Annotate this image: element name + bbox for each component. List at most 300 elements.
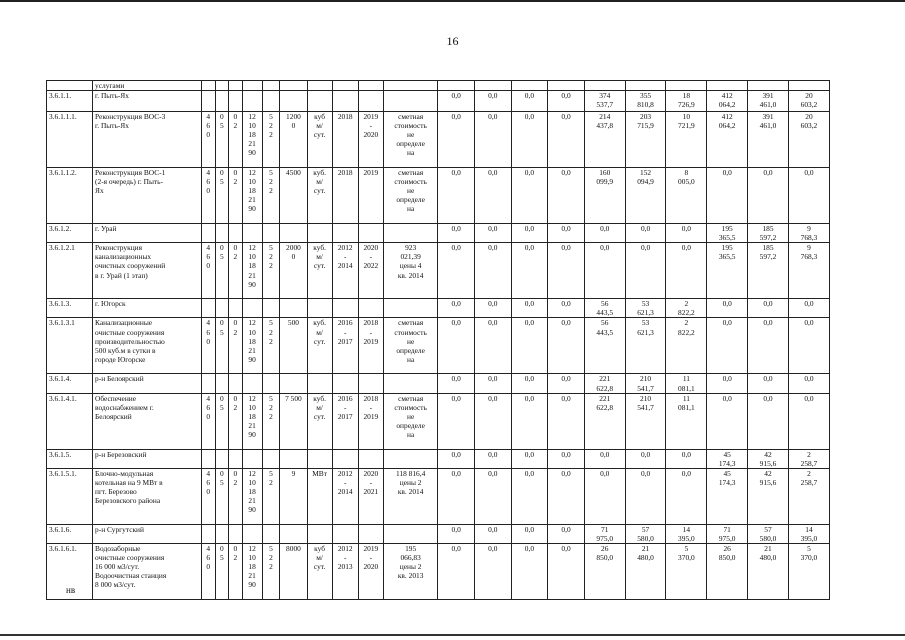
- table-cell: 0,0: [707, 168, 748, 224]
- table-cell: 0,0: [788, 374, 829, 393]
- table-cell: [548, 81, 585, 91]
- table-cell: 12 10 18 21 90: [242, 112, 262, 168]
- table-cell: 0 5: [215, 468, 229, 524]
- table-cell: [383, 91, 437, 112]
- table-cell: 8000: [280, 544, 307, 600]
- table-cell: 0,0: [625, 449, 666, 468]
- table-cell: [47, 81, 93, 91]
- table-cell: 0,0: [584, 468, 625, 524]
- table-cell: 4 6 0: [201, 318, 215, 374]
- table-cell: [280, 81, 307, 91]
- table-cell: [242, 299, 262, 318]
- table-cell: 0,0: [474, 112, 511, 168]
- table-cell: 71 975,0: [584, 524, 625, 543]
- table-cell: 20 603,2: [788, 91, 829, 112]
- table-cell: 0,0: [748, 393, 789, 449]
- table-cell: 0 2: [229, 168, 243, 224]
- table-cell: 0,0: [511, 374, 548, 393]
- table-cell: 0,0: [511, 318, 548, 374]
- table-cell: 374 537,7: [584, 91, 625, 112]
- table-cell: 0,0: [511, 168, 548, 224]
- table-cell: г. Урай: [93, 224, 202, 243]
- table-cell: [215, 524, 229, 543]
- table-cell: 0,0: [748, 168, 789, 224]
- table-cell: [262, 299, 280, 318]
- table-cell: 0,0: [438, 449, 475, 468]
- table-cell: 210 541,7: [625, 374, 666, 393]
- table-cell: 3.6.1.1.1.: [47, 112, 93, 168]
- table-cell: [666, 81, 707, 91]
- table-cell: куб м/ сут.: [307, 112, 332, 168]
- table-cell: 0,0: [548, 544, 585, 600]
- table-cell: [215, 449, 229, 468]
- table-cell: 0,0: [548, 524, 585, 543]
- table-cell: [584, 81, 625, 91]
- table-cell: 3.6.1.2.1: [47, 243, 93, 299]
- table-cell: услугами: [93, 81, 202, 91]
- table-cell: 5 2: [262, 468, 280, 524]
- page-number: 16: [446, 34, 459, 48]
- table-cell: [229, 449, 243, 468]
- table-cell: [215, 81, 229, 91]
- table-cell: Реконструкция ВОС-3 г. Пыть-Ях: [93, 112, 202, 168]
- table-cell: [307, 299, 332, 318]
- table-cell: 210 541,7: [625, 393, 666, 449]
- table-cell: 12 10 18 21 90: [242, 243, 262, 299]
- table-cell: 3.6.1.5.: [47, 449, 93, 468]
- table-cell: куб. м/ сут.: [307, 243, 332, 299]
- table-cell: 71 975,0: [707, 524, 748, 543]
- table-row: [47, 393, 830, 449]
- table-cell: [242, 374, 262, 393]
- table-cell: 21 480,0: [748, 544, 789, 600]
- table-cell: 3.6.1.6.: [47, 524, 93, 543]
- table-cell: 0,0: [474, 374, 511, 393]
- table-cell: 0,0: [548, 449, 585, 468]
- table-cell: 0,0: [666, 449, 707, 468]
- table-cell: [229, 374, 243, 393]
- table-cell: [358, 81, 383, 91]
- table-cell: 12 10 18 21 90: [242, 468, 262, 524]
- table-cell: 2012 - 2014: [332, 468, 358, 524]
- table-cell: 0,0: [548, 168, 585, 224]
- table-cell: 26 850,0: [584, 544, 625, 600]
- table-cell: 4500: [280, 168, 307, 224]
- table-cell: куб. м/ сут.: [307, 168, 332, 224]
- table-cell: [242, 81, 262, 91]
- table-cell: 0,0: [438, 468, 475, 524]
- table-cell: Реконструкция ВОС-1 (2-я очередь) г. Пыть- Ях: [93, 168, 202, 224]
- table-cell: [332, 524, 358, 543]
- table-cell: [229, 224, 243, 243]
- page-top-edge: [0, 0, 905, 2]
- table-cell: 0,0: [511, 91, 548, 112]
- table-cell: 1200 0: [280, 112, 307, 168]
- table-cell: МВт: [307, 468, 332, 524]
- table-cell: 2019 - 2020: [358, 544, 383, 600]
- table-cell: 42 915,6: [748, 449, 789, 468]
- table-cell: 0,0: [438, 318, 475, 374]
- table-cell: 20 603,2: [788, 112, 829, 168]
- table-cell: 0,0: [511, 243, 548, 299]
- table-cell: [242, 524, 262, 543]
- table-cell: 0 2: [229, 243, 243, 299]
- table-cell: 412 064,2: [707, 112, 748, 168]
- table-cell: 3.6.1.2.: [47, 224, 93, 243]
- table-cell: 203 715,9: [625, 112, 666, 168]
- table-cell: [307, 374, 332, 393]
- table-cell: 0,0: [474, 91, 511, 112]
- table-cell: 9: [280, 468, 307, 524]
- table-cell: 0,0: [511, 449, 548, 468]
- table-cell: 0,0: [548, 299, 585, 318]
- table-cell: 2020 - 2021: [358, 468, 383, 524]
- table-cell: [201, 374, 215, 393]
- table-cell: [438, 81, 475, 91]
- table-cell: 0,0: [474, 168, 511, 224]
- table-cell: 0,0: [438, 112, 475, 168]
- table-cell: [383, 224, 437, 243]
- table-cell: 4 6 0: [201, 468, 215, 524]
- table-cell: 11 081,1: [666, 374, 707, 393]
- table-cell: [215, 91, 229, 112]
- table-cell: 57 580,0: [625, 524, 666, 543]
- table-cell: 195 365,5: [707, 224, 748, 243]
- table-cell: 3.6.1.4.: [47, 374, 93, 393]
- table-cell: [201, 81, 215, 91]
- table-row: [47, 299, 830, 318]
- table-cell: 45 174,3: [707, 449, 748, 468]
- table-cell: 391 461,0: [748, 112, 789, 168]
- table-cell: [332, 449, 358, 468]
- table-cell: 0 2: [229, 112, 243, 168]
- table-cell: 0,0: [474, 318, 511, 374]
- table-cell: 8 005,0: [666, 168, 707, 224]
- table-cell: 0,0: [625, 468, 666, 524]
- table-cell: 0,0: [548, 112, 585, 168]
- table-cell: 18 726,9: [666, 91, 707, 112]
- table-cell: 4 6 0: [201, 243, 215, 299]
- table-cell: 0,0: [511, 299, 548, 318]
- table-cell: [307, 91, 332, 112]
- table-cell: 0,0: [438, 91, 475, 112]
- table-cell: 0,0: [438, 224, 475, 243]
- table-cell: [358, 374, 383, 393]
- table-cell: 2 258,7: [788, 468, 829, 524]
- table-cell: 14 395,0: [666, 524, 707, 543]
- table-cell: 0,0: [707, 299, 748, 318]
- table-cell: [707, 81, 748, 91]
- table-cell: 0,0: [584, 224, 625, 243]
- table-cell: 56 443,5: [584, 318, 625, 374]
- table-cell: 2016 - 2017: [332, 318, 358, 374]
- table-row: [47, 318, 830, 374]
- table-row: [47, 168, 830, 224]
- table-row: [47, 224, 830, 243]
- table-cell: 0,0: [474, 299, 511, 318]
- table-cell: 12 10 18 21 90: [242, 168, 262, 224]
- table-cell: куб м/ сут.: [307, 544, 332, 600]
- table-cell: [262, 91, 280, 112]
- table-cell: 0,0: [438, 393, 475, 449]
- table-cell: [280, 224, 307, 243]
- table-cell: [307, 449, 332, 468]
- table-cell: 152 094,9: [625, 168, 666, 224]
- table-cell: 0,0: [788, 393, 829, 449]
- table-cell: 0,0: [584, 449, 625, 468]
- table-row: [47, 468, 830, 524]
- table-cell: 21 480,0: [625, 544, 666, 600]
- table-cell: 10 721,9: [666, 112, 707, 168]
- table-cell: [307, 81, 332, 91]
- table-cell: 0 5: [215, 168, 229, 224]
- table-row: [47, 243, 830, 299]
- table-cell: 923 021,39 цены 4 кв. 2014: [383, 243, 437, 299]
- footer-note: нв: [66, 585, 76, 595]
- table-cell: 4 6 0: [201, 544, 215, 600]
- table-cell: 0 5: [215, 318, 229, 374]
- table-cell: 0 5: [215, 393, 229, 449]
- table-cell: 0,0: [748, 318, 789, 374]
- table-cell: [358, 91, 383, 112]
- table-cell: 0,0: [707, 318, 748, 374]
- table-cell: [280, 299, 307, 318]
- table-cell: [748, 81, 789, 91]
- table-cell: 5 2 2: [262, 318, 280, 374]
- table-cell: 0,0: [625, 243, 666, 299]
- table-cell: 185 597,2: [748, 224, 789, 243]
- table-cell: 57 580,0: [748, 524, 789, 543]
- table-cell: Водозаборные очистные сооружения 16 000 м3/сут. Водоочистная станция 8 000 м3/сут.: [93, 544, 202, 600]
- table-cell: Реконструкция канализационных очистных сооружений в г. Урай (1 этап): [93, 243, 202, 299]
- table-cell: Обеспечение водоснабжением г. Белоярский: [93, 393, 202, 449]
- table-cell: 5 2 2: [262, 112, 280, 168]
- table-cell: Блочно-модульная котельная на 9 МВт в пгт. Березово Березовского района: [93, 468, 202, 524]
- table-cell: 2018: [332, 112, 358, 168]
- table-cell: [201, 449, 215, 468]
- table-cell: [201, 524, 215, 543]
- table-cell: [358, 524, 383, 543]
- table-cell: [201, 91, 215, 112]
- table-cell: 2018: [332, 168, 358, 224]
- table-cell: 0,0: [474, 224, 511, 243]
- table-cell: 0,0: [474, 468, 511, 524]
- table-cell: [262, 224, 280, 243]
- table-cell: [383, 81, 437, 91]
- table-cell: 0,0: [707, 374, 748, 393]
- table-cell: 12 10 18 21 90: [242, 544, 262, 600]
- table-cell: сметная стоимость не определе на: [383, 318, 437, 374]
- table-cell: [229, 524, 243, 543]
- table-cell: [332, 374, 358, 393]
- table-cell: [358, 224, 383, 243]
- table-cell: 3.6.1.6.1.: [47, 544, 93, 600]
- table-cell: 0,0: [788, 318, 829, 374]
- table-cell: 2 822,2: [666, 299, 707, 318]
- table-cell: [280, 449, 307, 468]
- table-cell: 2000 0: [280, 243, 307, 299]
- table-cell: 12 10 18 21 90: [242, 393, 262, 449]
- table-cell: 3.6.1.5.1.: [47, 468, 93, 524]
- table-cell: [383, 449, 437, 468]
- table-cell: 26 850,0: [707, 544, 748, 600]
- table-cell: [307, 524, 332, 543]
- table-cell: 0 2: [229, 544, 243, 600]
- table-cell: 0,0: [548, 91, 585, 112]
- table-cell: [229, 299, 243, 318]
- table-cell: 355 810,8: [625, 91, 666, 112]
- table-cell: [332, 299, 358, 318]
- table-cell: [625, 81, 666, 91]
- table-cell: [383, 374, 437, 393]
- table-cell: 9 768,3: [788, 224, 829, 243]
- table-cell: 0,0: [474, 524, 511, 543]
- table-cell: 195 066,83 цены 2 кв. 2013: [383, 544, 437, 600]
- table-cell: 0,0: [511, 524, 548, 543]
- table-cell: 3.6.1.3.: [47, 299, 93, 318]
- table-cell: [358, 449, 383, 468]
- table-cell: 0,0: [511, 112, 548, 168]
- table-cell: 0,0: [584, 243, 625, 299]
- table-cell: 0,0: [474, 243, 511, 299]
- table-cell: [280, 374, 307, 393]
- table-cell: [215, 224, 229, 243]
- table-cell: р-н Белоярский: [93, 374, 202, 393]
- table-cell: 2012 - 2013: [332, 544, 358, 600]
- table-cell: 500: [280, 318, 307, 374]
- table-cell: 2012 - 2014: [332, 243, 358, 299]
- table-cell: 0,0: [748, 374, 789, 393]
- table-cell: 0,0: [548, 374, 585, 393]
- table-cell: 5 370,0: [666, 544, 707, 600]
- table-cell: [262, 524, 280, 543]
- table-cell: 4 6 0: [201, 112, 215, 168]
- table-cell: 0 5: [215, 544, 229, 600]
- table-cell: 5 2 2: [262, 243, 280, 299]
- table-cell: [201, 224, 215, 243]
- table-cell: [383, 524, 437, 543]
- budget-table: [46, 80, 830, 600]
- table-cell: [242, 224, 262, 243]
- table-cell: [262, 374, 280, 393]
- table-cell: 2020 - 2022: [358, 243, 383, 299]
- table-cell: [262, 449, 280, 468]
- table-cell: [242, 91, 262, 112]
- table-cell: 0,0: [748, 299, 789, 318]
- table-cell: 3.6.1.3.1: [47, 318, 93, 374]
- table-cell: 45 174,3: [707, 468, 748, 524]
- table-cell: сметная стоимость не определе на: [383, 112, 437, 168]
- table-cell: 3.6.1.1.: [47, 91, 93, 112]
- table-row: [47, 374, 830, 393]
- table-cell: [201, 299, 215, 318]
- table-cell: 412 064,2: [707, 91, 748, 112]
- table-cell: 0,0: [511, 544, 548, 600]
- table-cell: 0,0: [438, 299, 475, 318]
- table-row: [47, 112, 830, 168]
- table-cell: 0,0: [666, 468, 707, 524]
- table-cell: [215, 299, 229, 318]
- table-cell: [332, 224, 358, 243]
- table-cell: 0 5: [215, 243, 229, 299]
- table-cell: [511, 81, 548, 91]
- table-cell: Канализационные очистные сооружения производительностью 500 куб.м в сутки в городе Югорске: [93, 318, 202, 374]
- table-cell: 0,0: [548, 468, 585, 524]
- table-cell: г. Югорск: [93, 299, 202, 318]
- table-cell: 53 621,3: [625, 318, 666, 374]
- table-cell: сметная стоимость не определе на: [383, 168, 437, 224]
- table-cell: 3.6.1.4.1.: [47, 393, 93, 449]
- table-cell: 160 099,9: [584, 168, 625, 224]
- table-cell: 42 915,6: [748, 468, 789, 524]
- table-cell: [215, 374, 229, 393]
- table-cell: 221 622,8: [584, 393, 625, 449]
- table-cell: 4 6 0: [201, 168, 215, 224]
- table-cell: 0,0: [625, 224, 666, 243]
- table-cell: г. Пыть-Ях: [93, 91, 202, 112]
- table-cell: 0,0: [474, 393, 511, 449]
- table-cell: сметная стоимость не определе на: [383, 393, 437, 449]
- table-row: [47, 544, 830, 600]
- table-row: [47, 91, 830, 112]
- table-cell: 0,0: [548, 224, 585, 243]
- table-cell: 0,0: [666, 224, 707, 243]
- table-cell: 11 081,1: [666, 393, 707, 449]
- table-cell: 0 5: [215, 112, 229, 168]
- table-cell: 2018 - 2019: [358, 393, 383, 449]
- table-cell: 7 500: [280, 393, 307, 449]
- table-cell: куб. м/ сут.: [307, 393, 332, 449]
- table-cell: 2 822,2: [666, 318, 707, 374]
- table-cell: 4 6 0: [201, 393, 215, 449]
- page-bottom-edge: [0, 634, 905, 636]
- table-cell: 0,0: [548, 393, 585, 449]
- table-cell: 2018 - 2019: [358, 318, 383, 374]
- table-cell: 0,0: [666, 243, 707, 299]
- table-cell: [242, 449, 262, 468]
- table-cell: 56 443,5: [584, 299, 625, 318]
- table-cell: 221 622,8: [584, 374, 625, 393]
- table-cell: 5 2 2: [262, 168, 280, 224]
- table-row: [47, 81, 830, 91]
- table-cell: 12 10 18 21 90: [242, 318, 262, 374]
- table-cell: [474, 81, 511, 91]
- table-cell: 195 365,5: [707, 243, 748, 299]
- table-cell: р-н Березовский: [93, 449, 202, 468]
- table-cell: 0,0: [511, 468, 548, 524]
- table-cell: 214 437,8: [584, 112, 625, 168]
- table-cell: [280, 524, 307, 543]
- table-cell: 2016 - 2017: [332, 393, 358, 449]
- table-cell: 0,0: [438, 374, 475, 393]
- table-cell: [788, 81, 829, 91]
- table-cell: 9 768,3: [788, 243, 829, 299]
- table-cell: 14 395,0: [788, 524, 829, 543]
- table-cell: 0,0: [474, 544, 511, 600]
- table-cell: 0,0: [511, 393, 548, 449]
- table-cell: куб. м/ сут.: [307, 318, 332, 374]
- table-cell: 0,0: [707, 393, 748, 449]
- table-cell: 185 597,2: [748, 243, 789, 299]
- table-cell: 0,0: [511, 224, 548, 243]
- table-cell: [280, 91, 307, 112]
- table-cell: 2019 - 2020: [358, 112, 383, 168]
- table-cell: 0,0: [788, 168, 829, 224]
- table-cell: 118 816,4 цены 2 кв. 2014: [383, 468, 437, 524]
- table-cell: [332, 91, 358, 112]
- table-cell: 0,0: [438, 168, 475, 224]
- table-cell: 3.6.1.1.2.: [47, 168, 93, 224]
